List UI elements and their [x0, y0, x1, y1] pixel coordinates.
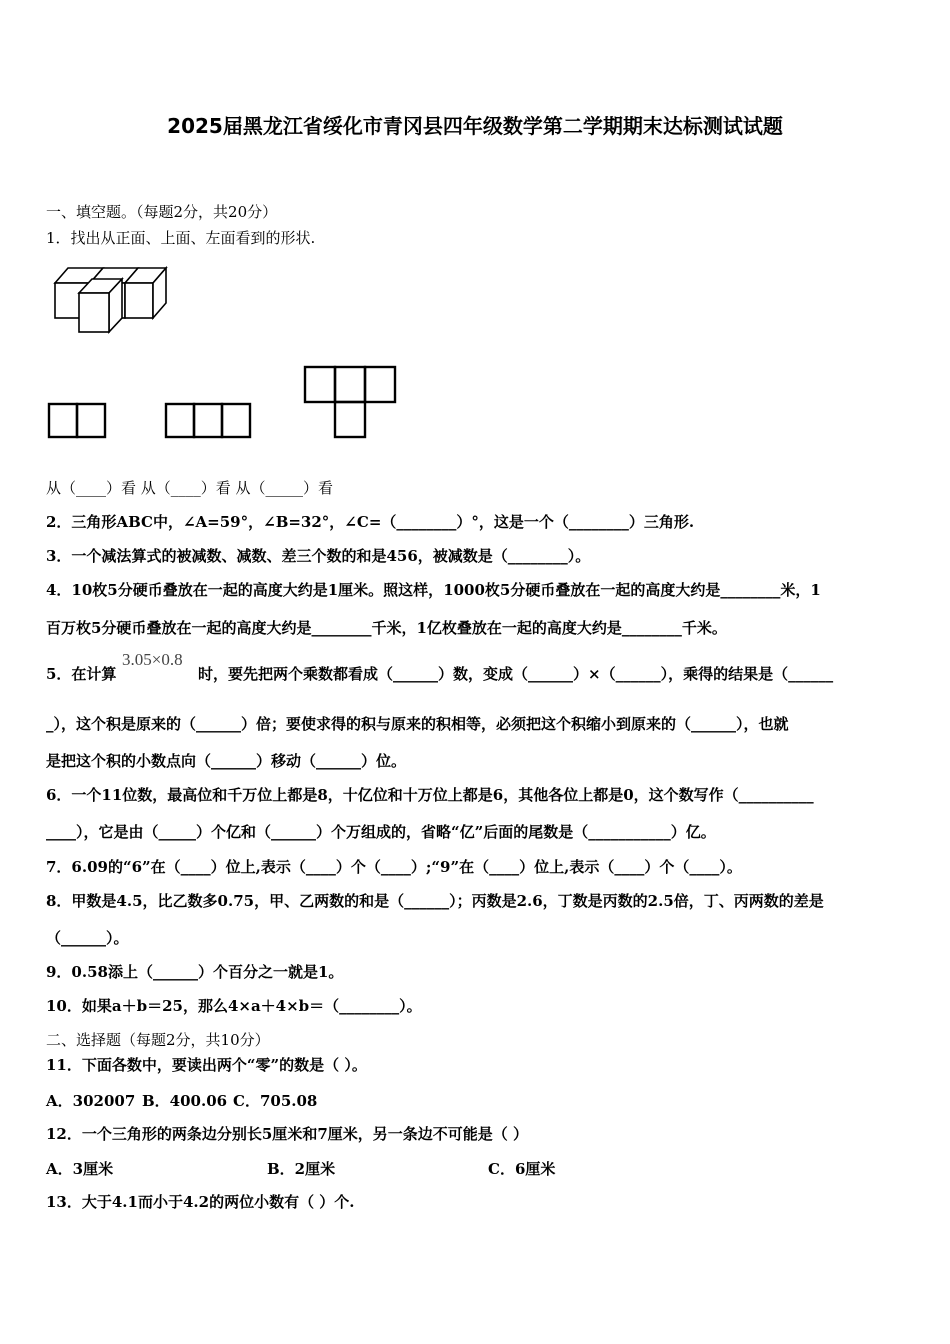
- page-title: 2025届黑龙江省绥化市青冈县四年级数学第二学期期末达标测试试题: [167, 114, 783, 138]
- q12-option-c[interactable]: C．6厘米: [488, 1160, 556, 1178]
- view-shape-two-squares: [47, 402, 107, 440]
- question-4-line-2: 百万枚5分硬币叠放在一起的高度大约是________千米，1亿枚叠放在一起的高度大约是________千米。: [46, 619, 727, 637]
- question-5-line-3: 是把这个积的小数点向（______）移动（______）位。: [46, 752, 407, 770]
- question-5-line-1: 时，要先把两个乘数都看成（______）数，变成（______）×（______），乘得的结果是（______: [198, 665, 834, 683]
- question-9: 9．0.58添上（______）个百分之一就是1。: [46, 963, 344, 981]
- question-2: 2．三角形ABC中，∠A=59°，∠B=32°，∠C=（________）°，这是一个（________）三角形.: [46, 513, 695, 531]
- question-8-line-1: 8．甲数是4.5，比乙数多0.75，甲、乙两数的和是（______）；丙数是2.6，丁数是丙数的2.5倍，丁、丙两数的差是: [46, 892, 824, 910]
- view-shape-three-squares: [164, 402, 254, 440]
- q11-option-a[interactable]: A．302007: [46, 1092, 136, 1110]
- question-13: 13．大于4.1而小于4.2的两位小数有（ ）个.: [46, 1193, 355, 1211]
- question-12: 12．一个三角形的两条边分别长5厘米和7厘米，另一条边不可能是（ ）: [46, 1125, 528, 1143]
- question-5-prefix: 5．在计算: [46, 665, 117, 683]
- question-8-line-2: （______）。: [46, 929, 129, 947]
- q11-option-b[interactable]: B．400.06: [142, 1092, 228, 1110]
- section2-header: 二、选择题（每题2分，共10分）: [46, 1031, 270, 1049]
- question-3: 3．一个减法算式的被减数、减数、差三个数的和是456，被减数是（________）。: [46, 547, 591, 565]
- question-1: 1．找出从正面、上面、左面看到的形状.: [46, 229, 316, 247]
- question-4-line-1: 4．10枚5分硬币叠放在一起的高度大约是1厘米。照这样，1000枚5分硬币叠放在一起的高度大约是________米，1: [46, 581, 821, 599]
- q12-option-a[interactable]: A．3厘米: [46, 1160, 114, 1178]
- view-shape-t-shape: [303, 365, 397, 440]
- question-5-line-2: _），这个积是原来的（______）倍；要使求得的积与原来的积相等，必须把这个积缩小到原来的（______），也就: [46, 715, 789, 733]
- section1-header: 一、填空题。（每题2分，共20分）: [46, 203, 278, 221]
- cube-stack-figure: [52, 265, 170, 335]
- question-6-line-2: ____），它是由（_____）个亿和（______）个万组成的，省略“亿”后面的尾数是（___________）亿。: [46, 823, 716, 841]
- question-6-line-1: 6．一个11位数，最高位和千万位上都是8，十亿位和十万位上都是6，其他各位上都是0，这个数写作（__________: [46, 786, 814, 804]
- question-5-formula: 3.05×0.8: [122, 650, 183, 669]
- q12-option-b[interactable]: B．2厘米: [267, 1160, 336, 1178]
- question-1-answer-line: 从（____）看 从（____）看 从（_____）看: [46, 479, 334, 497]
- question-7: 7．6.09的“6”在（____）位上,表示（____）个（____）;“9”在（____）位上,表示（____）个（____）。: [46, 858, 742, 876]
- question-11: 11．下面各数中，要读出两个“零”的数是（ ）。: [46, 1056, 367, 1074]
- question-10: 10．如果a＋b＝25，那么4×a＋4×b＝（________）。: [46, 997, 422, 1015]
- q11-option-c[interactable]: C．705.08: [233, 1092, 318, 1110]
